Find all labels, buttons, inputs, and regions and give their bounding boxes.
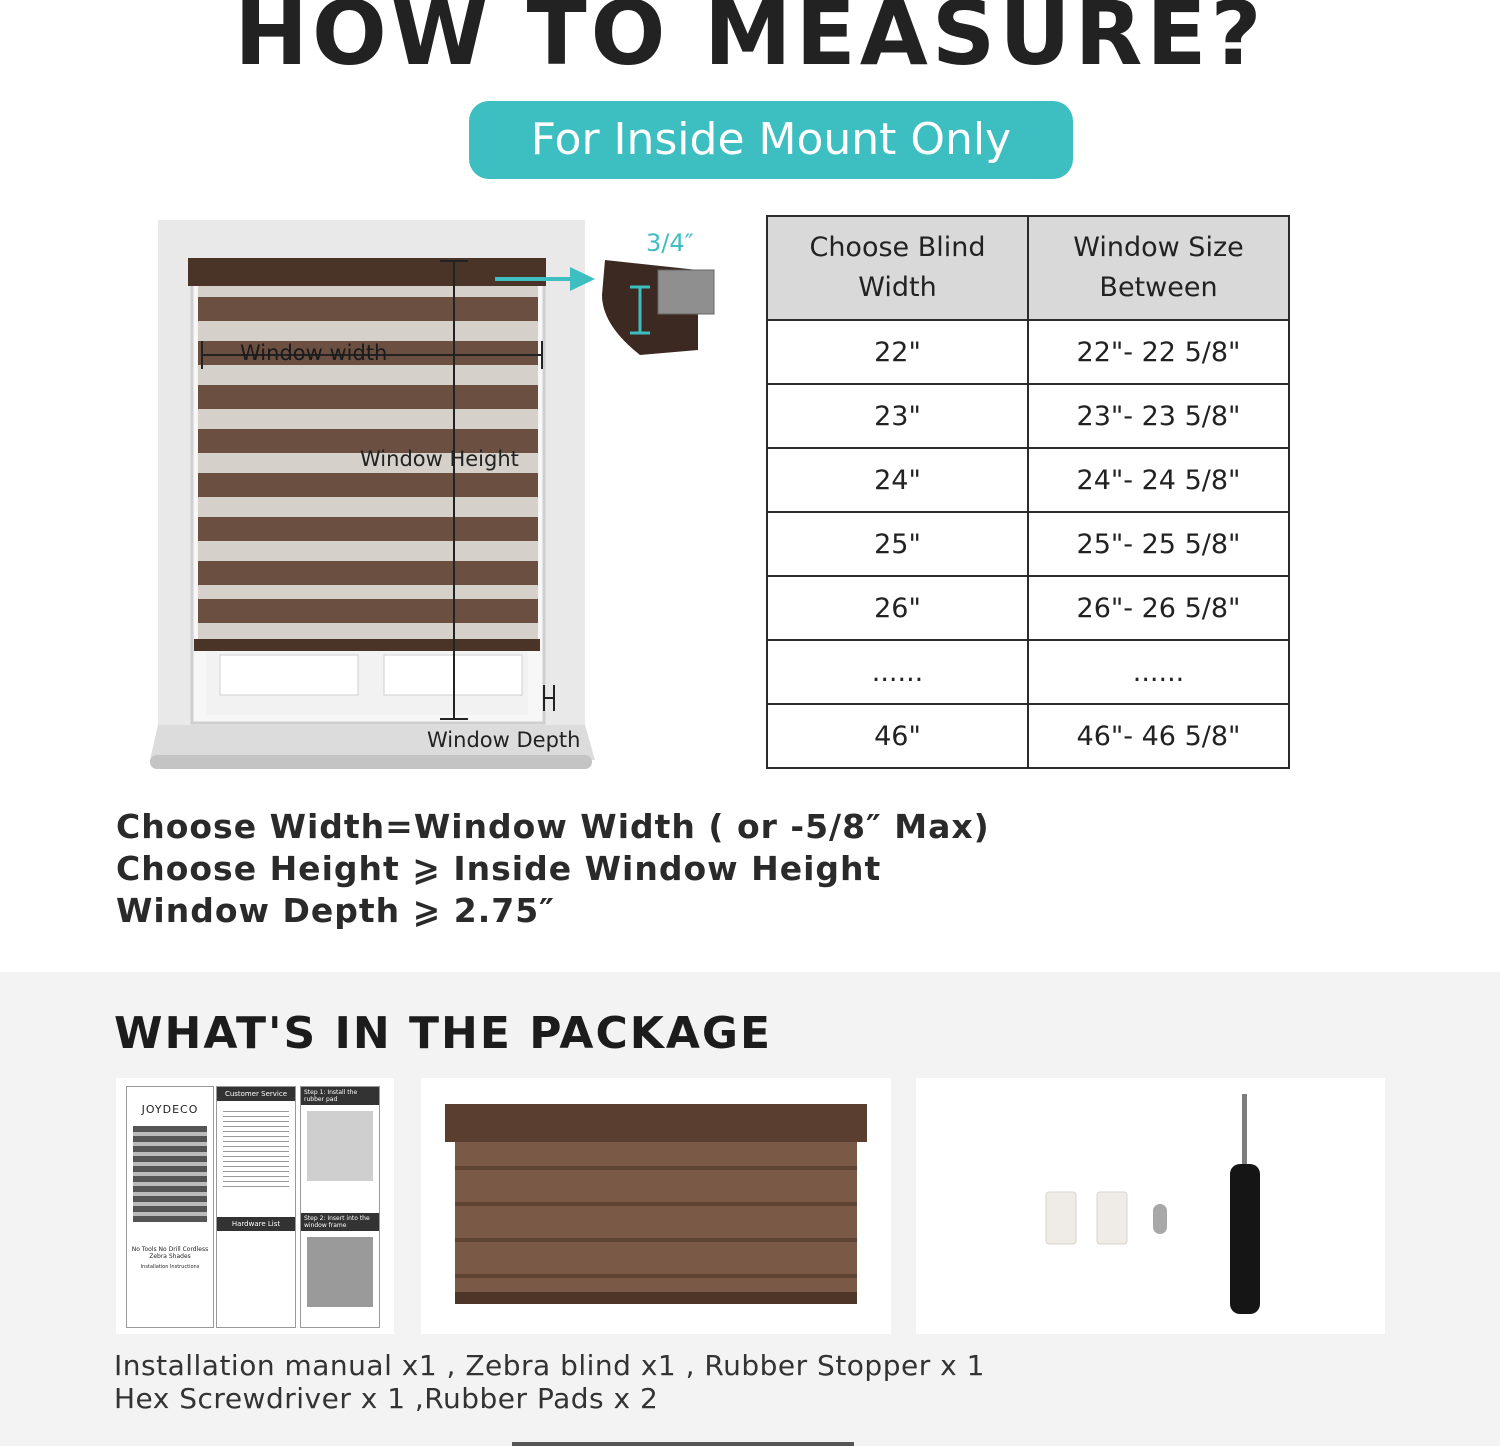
window-size-cell: 26"- 26 5/8" [1028, 576, 1289, 640]
package-description [114, 1349, 985, 1415]
package-description-line2: Hex Screwdriver x 1 ,Rubber Pads x 2 [114, 1382, 659, 1415]
manual-step2-photo [307, 1237, 373, 1307]
table-row [767, 384, 1289, 448]
rule-height: Choose Height ⩾ Inside Window Height [116, 849, 882, 888]
package-title: WHAT'S IN THE PACKAGE [114, 1008, 773, 1059]
window-width-label: Window width [240, 341, 388, 365]
table-header-row [767, 216, 1289, 320]
window-height-label: Window Height [360, 447, 519, 471]
package-description-line1: Installation manual x1 , Zebra blind x1 , Rubber Stopper x 1 [114, 1349, 985, 1382]
manual-product-name: No Tools No Drill Cordless Zebra Shades [131, 1246, 209, 1260]
blind-width-cell: 23" [767, 384, 1028, 448]
zebra-blind-card [421, 1078, 891, 1334]
manual-hardware-list: Hardware List [217, 1217, 295, 1231]
window-size-cell: 22"- 22 5/8" [1028, 320, 1289, 384]
blind-width-cell: 22" [767, 320, 1028, 384]
rule-width: Choose Width=Window Width ( or -5/8″ Max) [116, 807, 990, 846]
hardware-image [916, 1078, 1385, 1334]
page-title: HOW TO MEASURE? [234, 0, 1266, 85]
manual-step2: Step 2: Insert into the window frame [301, 1213, 379, 1231]
table-row [767, 704, 1289, 768]
blind-width-cell: ...... [767, 640, 1028, 704]
manual-page-2 [216, 1086, 296, 1328]
hardware-card [916, 1078, 1385, 1334]
window-depth-label: Window Depth [427, 728, 581, 752]
manual-text-block [223, 1107, 289, 1187]
bracket-size-label: 3/4″ [646, 229, 694, 257]
measurement-rules [116, 806, 990, 932]
size-table [766, 215, 1290, 769]
manual-brand: JOYDECO [141, 1103, 199, 1116]
window-size-cell: 23"- 23 5/8" [1028, 384, 1289, 448]
table-row [767, 320, 1289, 384]
header-blind-width: Choose Blind Width [767, 216, 1028, 320]
bottom-divider [512, 1442, 854, 1446]
blind-width-cell: 25" [767, 512, 1028, 576]
blind-width-cell: 46" [767, 704, 1028, 768]
manual-blind-photo [133, 1126, 207, 1222]
rule-depth: Window Depth ⩾ 2.75″ [116, 891, 555, 930]
manual-cover [126, 1086, 214, 1328]
blind-width-cell: 26" [767, 576, 1028, 640]
manual-customer-service: Customer Service [217, 1087, 295, 1101]
manual-card [116, 1078, 394, 1334]
blind-width-cell: 24" [767, 448, 1028, 512]
table-row [767, 576, 1289, 640]
header-window-size: Window Size Between [1028, 216, 1289, 320]
zebra-blind-image [421, 1078, 891, 1334]
manual-step1: Step 1: Install the rubber pad [301, 1087, 379, 1105]
window-size-cell: ...... [1028, 640, 1289, 704]
table-row [767, 640, 1289, 704]
manual-page-3 [300, 1086, 380, 1328]
manual-step1-photo [307, 1111, 373, 1181]
inside-mount-badge: For Inside Mount Only [469, 101, 1073, 179]
table-row [767, 448, 1289, 512]
window-size-cell: 25"- 25 5/8" [1028, 512, 1289, 576]
window-blind-drawing [150, 215, 730, 775]
table-row [767, 512, 1289, 576]
window-size-cell: 24"- 24 5/8" [1028, 448, 1289, 512]
window-illustration [150, 215, 730, 775]
manual-instructions: Installation Instructions [140, 1264, 200, 1270]
window-size-cell: 46"- 46 5/8" [1028, 704, 1289, 768]
